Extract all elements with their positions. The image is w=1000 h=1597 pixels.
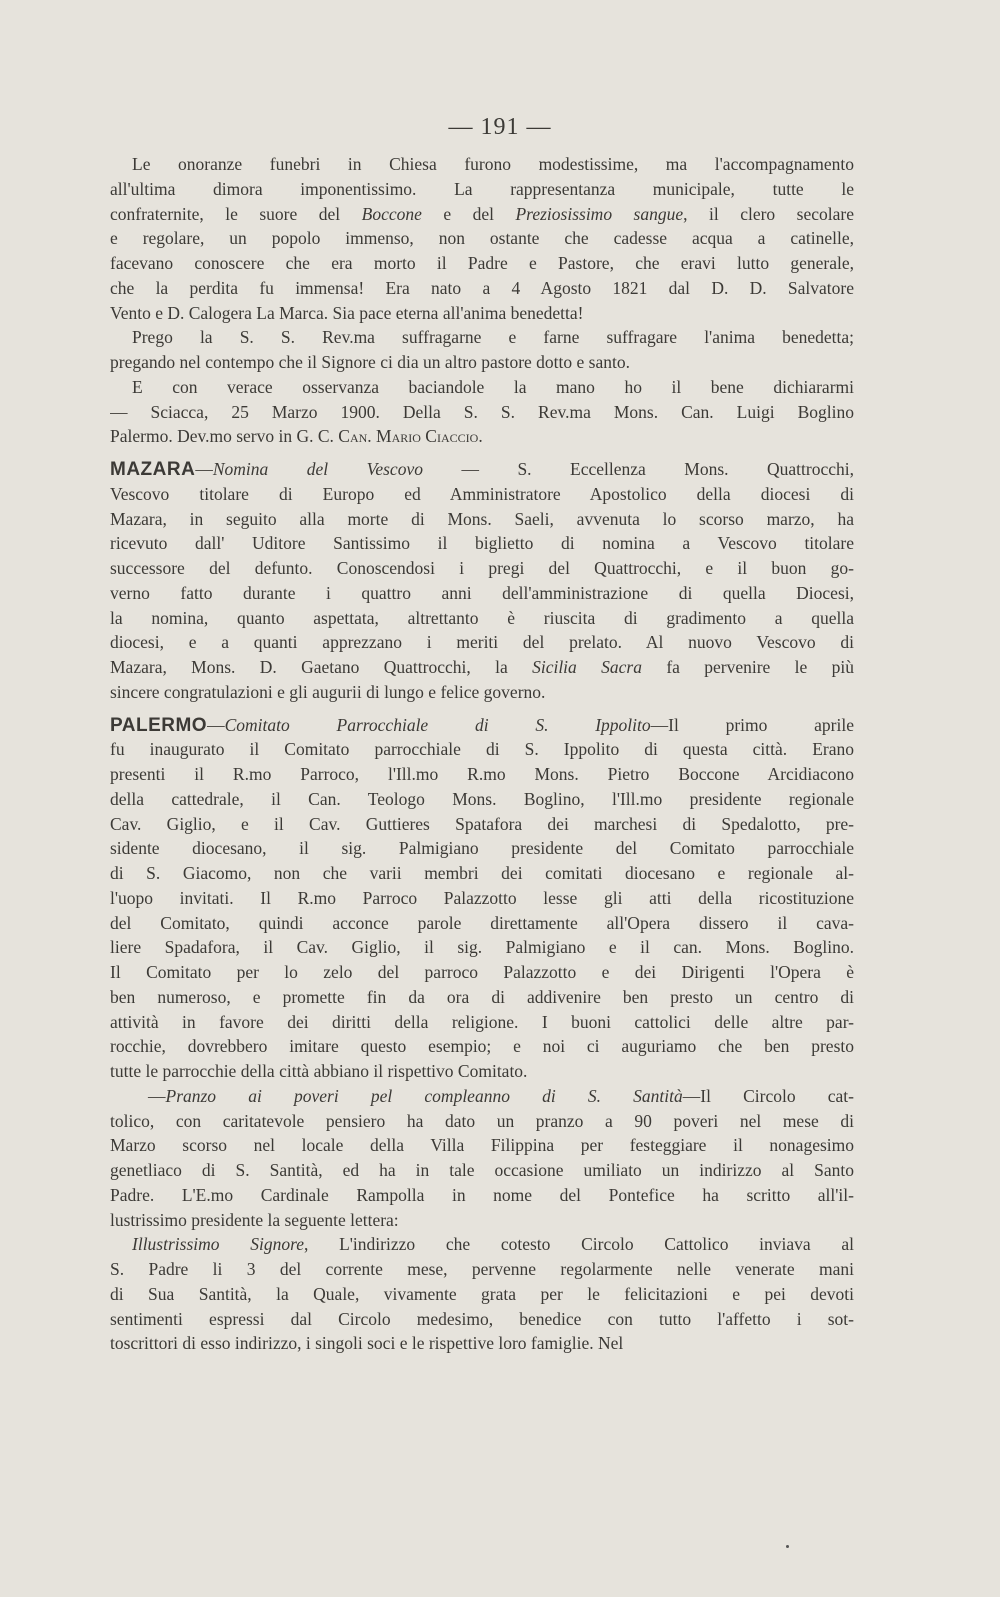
section-gap	[110, 705, 854, 713]
text-run: —	[148, 1085, 166, 1106]
text-run: sidente diocesano, il sig. Palmigiano presidente del Comitato parrocchiale	[110, 838, 854, 859]
text-run: la nomina, quanto aspettata, altrettanto è riuscita di gradimento a quella	[110, 607, 854, 628]
text-run: che la perdita fu immensa! Era nato a 4 Agosto 1821 dal D. D. Salvatore	[110, 277, 854, 298]
text-run: di Sua Santità, la Quale, vivamente grata per le felicitazioni e pei devoti	[110, 1283, 854, 1304]
text-run: fu inaugurato il Comitato parrocchiale di S. Ippolito di questa città. Erano	[110, 739, 854, 760]
text-run: verno fatto durante i quattro anni dell'amministrazione di quella Diocesi,	[110, 582, 854, 603]
text-line	[110, 1232, 854, 1257]
text-run: pregando nel contempo che il Signore ci dia un altro pastore dotto e santo.	[110, 352, 630, 372]
italic-text: Illustrissimo Signore	[132, 1234, 305, 1255]
text-run: confraternite, le suore del	[110, 203, 362, 224]
text-run: lustrissimo presidente la seguente lettera:	[110, 1209, 399, 1230]
text-run: Vescovo titolare di Europo ed Amministratore Apostolico della diocesi di	[110, 483, 854, 504]
text-run: —Il primo aprile	[650, 714, 854, 735]
text-run: sincere congratulazioni e gli augurii di lungo e felice governo.	[110, 681, 546, 702]
section-heading: MAZARA	[110, 459, 196, 480]
text-line	[110, 680, 854, 705]
text-run: E con verace osservanza baciandole la mano ho il bene dichiararmi	[132, 376, 854, 397]
text-run: ricevuto dall' Uditore Santissimo il biglietto di nomina a Vescovo titolare	[110, 533, 854, 554]
text-run: successore del defunto. Conoscendosi i pregi del Quattrocchi, e il buon go-	[110, 558, 854, 578]
text-run: e del	[421, 203, 516, 224]
text-line	[110, 737, 854, 762]
text-run: all'ultima dimora imponentissimo. La rappresentanza municipale, tutte le	[110, 178, 854, 199]
text-line	[110, 1158, 854, 1183]
text-run: — Sciacca, 25 Marzo 1900. Della S. S. Rev.ma Mons. Can. Luigi Boglino	[110, 401, 854, 422]
text-line	[110, 202, 854, 227]
italic-text: Preziosissimo sangue	[515, 203, 684, 224]
text-line	[110, 1183, 854, 1208]
text-run: Palermo. Dev.mo servo in G. C.	[110, 426, 339, 447]
text-run: e regolare, un popolo immenso, non ostante che cadesse acqua a catinelle,	[110, 228, 854, 249]
text-line	[110, 457, 854, 482]
section-gap	[110, 449, 854, 457]
text-run: Marzo scorso nel locale della Villa Filippina per festeggiare il nonagesimo	[110, 1135, 854, 1156]
text-run: — S. Eccellenza Mons. Quattrocchi,	[422, 459, 854, 479]
ink-speck	[786, 1545, 789, 1548]
text-run: Padre. L'E.mo Cardinale Rampolla in nome del Pontefice ha scritto all'il-	[110, 1184, 854, 1205]
text-line	[110, 935, 854, 960]
text-line	[110, 301, 854, 326]
text-line	[110, 1084, 854, 1109]
text-run: —Il Circolo cat-	[682, 1085, 854, 1106]
text-line	[110, 1331, 854, 1356]
text-line	[110, 507, 854, 532]
text-line	[110, 1059, 854, 1084]
text-line	[110, 251, 854, 276]
text-line	[110, 606, 854, 631]
text-line	[110, 1034, 854, 1059]
text-line	[110, 1282, 854, 1307]
text-line	[110, 836, 854, 861]
text-run: Mazara, Mons. D. Gaetano Quattrocchi, la	[110, 657, 533, 677]
text-line	[110, 886, 854, 911]
text-run: attività in favore dei diritti della religione. I buoni cattolici delle altre par-	[110, 1011, 854, 1032]
text-run: liere Spadafora, il Cav. Giglio, il sig. Palmigiano e il can. Mons. Boglino.	[110, 937, 854, 958]
text-line	[110, 1010, 854, 1035]
italic-text: Pranzo ai poveri pel compleanno di S. Santità	[165, 1085, 683, 1106]
section-heading: PALERMO	[110, 714, 208, 736]
text-line	[110, 861, 854, 886]
text-run: Mazara, in seguito alla morte di Mons. Saeli, avvenuta lo scorso marzo, ha	[110, 508, 854, 529]
text-run: facevano conoscere che era morto il Padre e Pastore, che eravi lutto generale,	[110, 253, 854, 273]
italic-text: Boccone	[361, 203, 422, 224]
text-line	[110, 911, 854, 936]
text-line	[110, 1208, 854, 1233]
text-run: —	[195, 459, 213, 479]
text-run: Vento e D. Calogera La Marca. Sia pace eterna all'anima benedetta!	[110, 302, 584, 323]
text-line	[110, 630, 854, 655]
text-line	[110, 713, 854, 738]
text-line	[110, 960, 854, 985]
text-line	[110, 276, 854, 301]
text-line	[110, 581, 854, 606]
text-run: Prego la S. S. Rev.ma suffragarne e farne suffragare l'anima benedetta;	[132, 327, 854, 348]
text-run: toscrittori di esso indirizzo, i singoli soci e le rispettive loro famiglie. Nel	[110, 1333, 624, 1354]
text-run: presenti il R.mo Parroco, l'Ill.mo R.mo Mons. Pietro Boccone Arcidiacono	[110, 764, 854, 784]
text-run: —	[207, 714, 225, 735]
text-line	[110, 812, 854, 837]
text-run: diocesi, e a quanti apprezzano i meriti del prelato. Al nuovo Vescovo di	[110, 632, 854, 653]
text-line	[110, 655, 854, 680]
document-body	[110, 152, 854, 1356]
text-line	[110, 375, 854, 400]
italic-text: Comitato Parrocchiale di S. Ippolito	[224, 714, 651, 735]
text-line	[110, 787, 854, 812]
text-run: Il Comitato per lo zelo del parroco Palazzotto e dei Dirigenti l'Opera è	[110, 962, 854, 982]
text-run: sentimenti espressi dal Circolo medesimo, benedice con tutto l'affetto i sot-	[110, 1308, 854, 1329]
text-run: tolico, con caritatevole pensiero ha dato un pranzo a 90 poveri nel mese di	[110, 1110, 854, 1131]
text-line	[110, 1109, 854, 1134]
text-run: , L'indirizzo che cotesto Circolo Cattolico inviava al	[304, 1234, 854, 1255]
text-line	[110, 762, 854, 787]
text-line	[110, 482, 854, 507]
text-run: del Comitato, quindi acconce parole direttamente all'Opera dissero il cava-	[110, 912, 854, 933]
text-line	[110, 424, 854, 449]
text-line	[110, 556, 854, 581]
text-line	[110, 325, 854, 350]
text-line	[110, 152, 854, 177]
text-run: ben numeroso, e promette fin da ora di addivenire ben presto un centro di	[110, 986, 854, 1007]
text-line	[110, 177, 854, 202]
text-run: tutte le parrocchie della città abbiano il rispettivo Comitato.	[110, 1061, 528, 1081]
text-run: rocchie, dovrebbero imitare questo esempio; e noi ci auguriamo che ben presto	[110, 1036, 854, 1057]
text-line	[110, 226, 854, 251]
italic-text: Nomina del Vescovo	[212, 459, 423, 479]
text-line	[110, 400, 854, 425]
italic-text: Sicilia Sacra	[532, 657, 642, 677]
text-line	[110, 350, 854, 375]
text-line	[110, 1307, 854, 1332]
small-caps-text: Can. Mario Ciaccio	[338, 426, 479, 447]
text-run: , il clero secolare	[683, 203, 854, 224]
text-run: Cav. Giglio, e il Cav. Guttieres Spatafora dei marchesi di Spedalotto, pre-	[110, 813, 854, 834]
text-line	[110, 1257, 854, 1282]
page-number: — 191 —	[448, 114, 552, 140]
text-line	[110, 1133, 854, 1158]
text-run: fa pervenire le più	[641, 657, 854, 677]
text-run: l'uopo invitati. Il R.mo Parroco Palazzotto lesse gli atti della ricostituzione	[110, 887, 854, 908]
text-run: genetliaco di S. Santità, ed ha in tale occasione umiliato un indirizzo al Santo	[110, 1160, 854, 1180]
text-run: della cattedrale, il Can. Teologo Mons. Boglino, l'Ill.mo presidente regionale	[110, 788, 854, 809]
text-run: .	[478, 426, 483, 447]
text-line	[110, 531, 854, 556]
text-run: di S. Giacomo, non che varii membri dei comitati diocesano e regionale al-	[110, 863, 854, 883]
text-run: S. Padre li 3 del corrente mese, pervenne regolarmente nelle venerate mani	[110, 1259, 854, 1279]
text-line	[110, 985, 854, 1010]
text-run: Le onoranze funebri in Chiesa furono modestissime, ma l'accompagnamento	[132, 154, 854, 174]
